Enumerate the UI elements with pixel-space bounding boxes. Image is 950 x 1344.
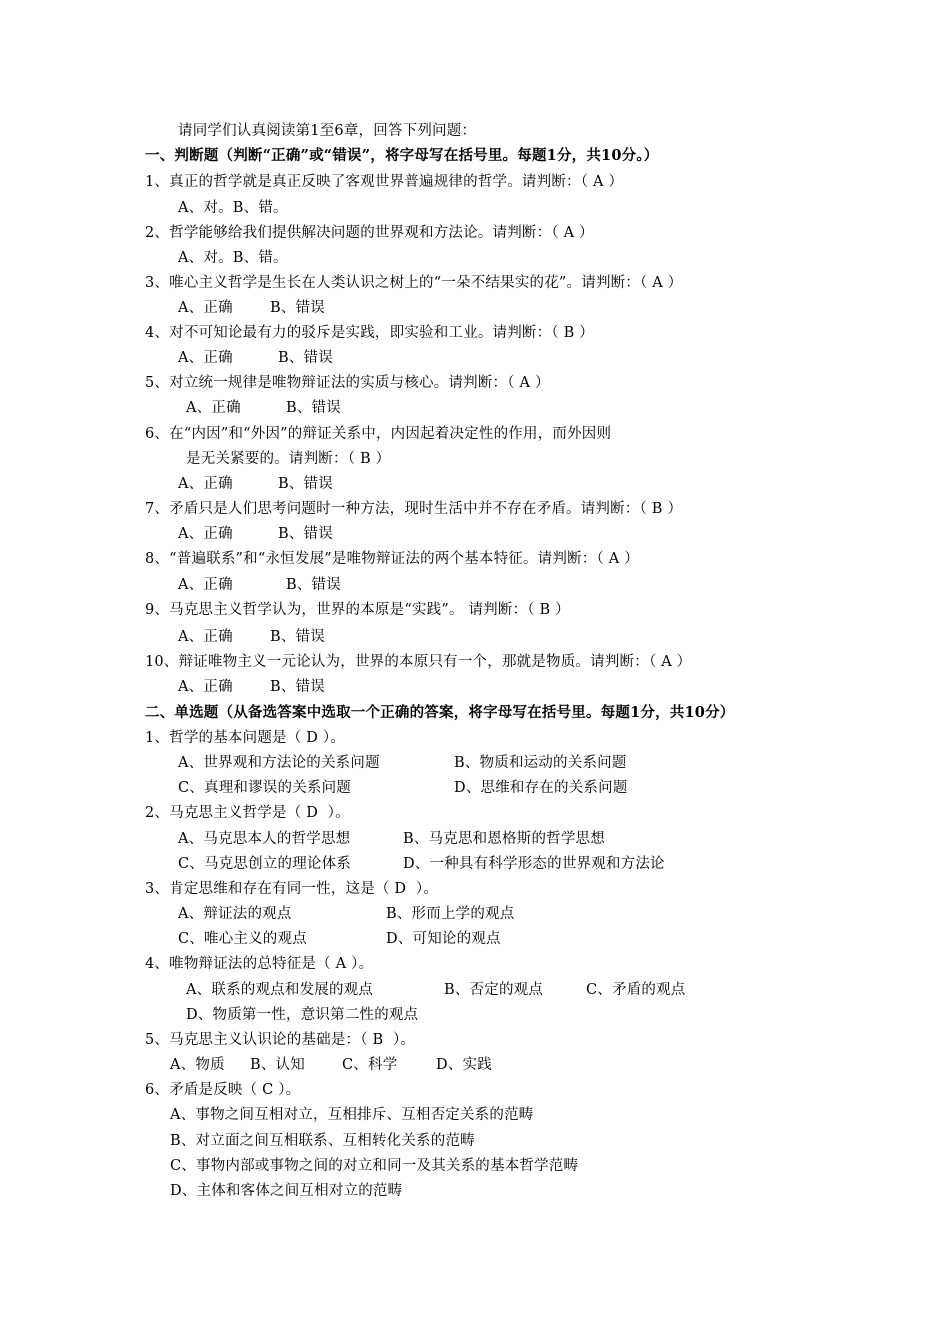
option-a: A、物质 [170, 1057, 225, 1073]
tf-options-1: A、对。B、错。 [178, 200, 288, 216]
option-c: C、科学 [342, 1057, 398, 1073]
option-b: B、错误 [286, 577, 341, 593]
option-d: D、可知论的观点 [386, 931, 501, 947]
option-a: A、正确 [178, 350, 233, 366]
tf-options-8 [178, 575, 341, 595]
tf-question-7: 7、矛盾只是人们思考问题时一种方法，现时生活中并不存在矛盾。请判断：（ B ） [145, 501, 683, 517]
tf-options-5 [186, 398, 341, 418]
option-b: B、错误 [278, 350, 333, 366]
mc-question-5: 5、马克思主义认识论的基础是：（ B ）。 [145, 1032, 416, 1048]
option-d: D、一种具有科学形态的世界观和方法论 [403, 856, 665, 872]
mc-question-4: 4、唯物辩证法的总特征是（ A ）。 [145, 956, 374, 972]
mc-option-6d: D、主体和客体之间互相对立的范畴 [170, 1183, 403, 1199]
tf-options-10 [178, 677, 325, 697]
mc-options-1-cd [178, 778, 628, 798]
tf-options-9 [178, 627, 325, 647]
option-c: C、唯心主义的观点 [178, 931, 307, 947]
tf-question-10: 10、辩证唯物主义一元论认为，世界的本原只有一个，那就是物质。请判断：（ A ） [145, 654, 692, 670]
mc-option-6c: C、事物内部或事物之间的对立和同一及其关系的基本哲学范畴 [170, 1158, 579, 1174]
mc-options-3-ab [178, 904, 514, 924]
mc-question-3: 3、肯定思维和存在有同一性，这是（ D ）。 [145, 881, 439, 897]
option-a: A、正确 [178, 629, 233, 645]
mc-options-1-ab [178, 753, 627, 773]
option-d: D、实践 [436, 1057, 492, 1073]
tf-question-4: 4、对不可知论最有力的驳斥是实践，即实验和工业。请判断：（ B ） [145, 325, 594, 341]
tf-options-2: A、对。B、错。 [178, 250, 288, 266]
option-c: C、马克思创立的理论体系 [178, 856, 351, 872]
mc-options-4-abc [186, 980, 686, 1000]
tf-question-9: 9、马克思主义哲学认为，世界的本原是“实践”。 请判断：（ B ） [145, 602, 570, 618]
option-b: B、错误 [286, 400, 341, 416]
option-a: A、正确 [178, 679, 233, 695]
tf-question-8: 8、“普遍联系”和“永恒发展”是唯物辩证法的两个基本特征。请判断：（ A ） [145, 551, 639, 567]
option-a: A、正确 [178, 526, 233, 542]
tf-question-3: 3、唯心主义哲学是生长在人类认识之树上的“一朵不结果实的花”。请判断：（ A ） [145, 275, 683, 291]
tf-question-6: 6、在“内因”和“外因”的辩证关系中，内因起着决定性的作用，而外因则 [145, 426, 612, 442]
mc-options-2-cd [178, 854, 665, 874]
option-a: A、正确 [186, 400, 241, 416]
option-a: A、世界观和方法论的关系问题 [178, 755, 380, 771]
section1-heading: 一、判断题（判断“正确”或“错误”，将字母写在括号里。每题1分，共10分。） [145, 147, 659, 164]
tf-options-6 [178, 474, 333, 494]
mc-question-6: 6、矛盾是反映（ C ）。 [145, 1082, 301, 1098]
section2-heading: 二、单选题（从备选答案中选取一个正确的答案，将字母写在括号里。每题1分，共10分） [145, 704, 735, 721]
option-a: A、正确 [178, 577, 233, 593]
mc-options-4-d: D、物质第一性，意识第二性的观点 [186, 1007, 419, 1023]
tf-question-2: 2、哲学能够给我们提供解决问题的世界观和方法论。请判断：（ A ） [145, 225, 594, 241]
mc-option-6a: A、事物之间互相对立，互相排斥、互相否定关系的范畴 [170, 1107, 534, 1123]
option-a: A、马克思本人的哲学思想 [178, 831, 351, 847]
tf-question-5: 5、对立统一规律是唯物辩证法的实质与核心。请判断：（ A ） [145, 375, 550, 391]
mc-option-6b: B、对立面之间互相联系、互相转化关系的范畴 [170, 1133, 475, 1149]
option-b: B、错误 [278, 476, 333, 492]
option-a: A、联系的观点和发展的观点 [186, 982, 374, 998]
option-b: B、物质和运动的关系问题 [454, 755, 627, 771]
option-a: A、正确 [178, 300, 233, 316]
option-b: B、错误 [270, 629, 325, 645]
mc-options-5 [170, 1055, 492, 1075]
tf-question-6-cont: 是无关紧要的。请判断：（ B ） [186, 451, 391, 467]
tf-options-7 [178, 524, 333, 544]
option-b: B、错误 [278, 526, 333, 542]
intro-line: 请同学们认真阅读第1至6章，回答下列问题： [178, 123, 477, 139]
tf-options-4 [178, 348, 333, 368]
tf-question-1: 1、真正的哲学就是真正反映了客观世界普遍规律的哲学。请判断：（ A ） [145, 174, 624, 190]
mc-options-3-cd [178, 929, 501, 949]
mc-options-2-ab [178, 829, 605, 849]
option-d: D、思维和存在的关系问题 [454, 780, 628, 796]
option-c: C、矛盾的观点 [586, 982, 686, 998]
option-b: B、形而上学的观点 [386, 906, 515, 922]
option-b: B、错误 [270, 679, 325, 695]
mc-question-1: 1、哲学的基本问题是（ D ）。 [145, 730, 346, 746]
option-b: B、认知 [250, 1057, 305, 1073]
option-b: B、马克思和恩格斯的哲学思想 [403, 831, 605, 847]
option-a: A、正确 [178, 476, 233, 492]
option-a: A、辩证法的观点 [178, 906, 292, 922]
option-c: C、真理和谬误的关系问题 [178, 780, 351, 796]
option-b: B、错误 [270, 300, 325, 316]
option-b: B、否定的观点 [444, 982, 544, 998]
mc-question-2: 2、马克思主义哲学是（ D ）。 [145, 805, 350, 821]
tf-options-3 [178, 298, 325, 318]
